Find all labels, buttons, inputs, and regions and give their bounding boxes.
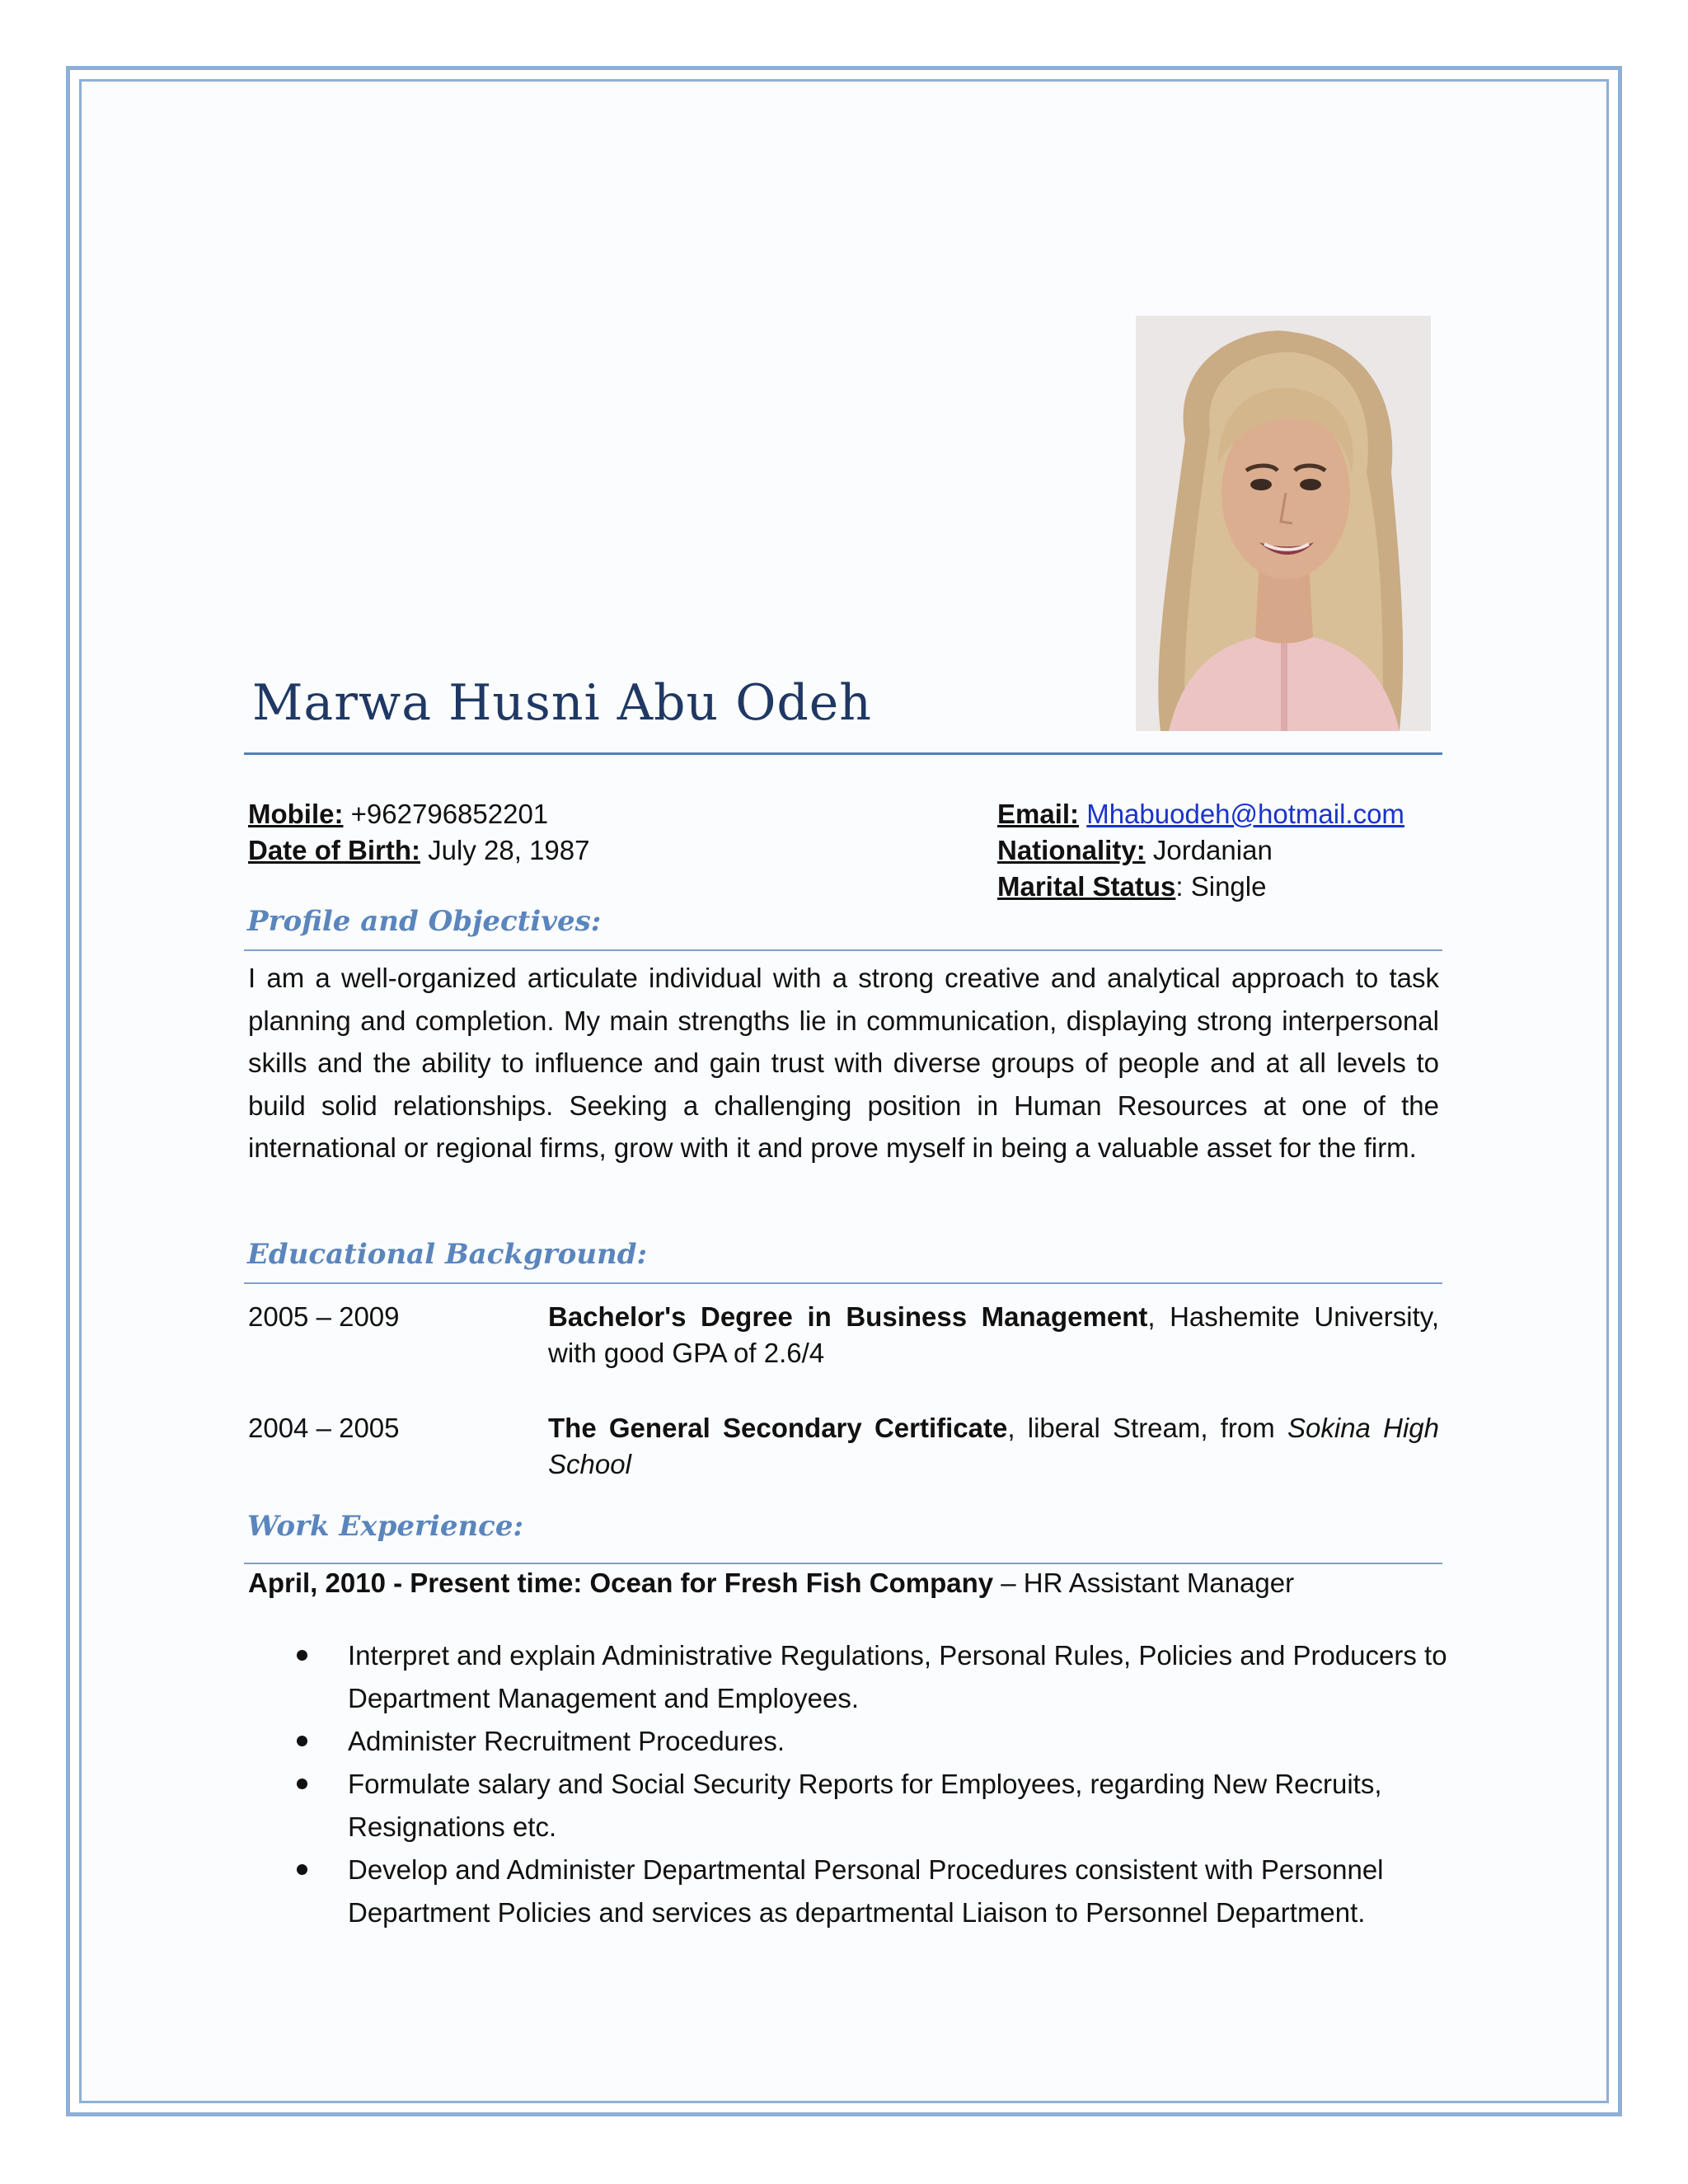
bullet-icon xyxy=(297,1864,307,1875)
dob-line xyxy=(248,832,589,869)
list-item xyxy=(293,1849,1447,1934)
mobile-value: +962796852201 xyxy=(350,799,549,829)
nationality-label: Nationality: xyxy=(997,835,1146,865)
email-link[interactable]: Mhabuodeh@hotmail.com xyxy=(1086,799,1404,829)
candidate-name: Marwa Husni Abu Odeh xyxy=(252,674,872,732)
education-divider xyxy=(244,1282,1442,1284)
duty-text: Formulate salary and Social Security Reports for Employees, regarding New Recruits, Resignations etc. xyxy=(348,1769,1382,1842)
bullet-icon xyxy=(297,1736,307,1746)
email-label: Email: xyxy=(997,799,1080,829)
work-role: – HR Assistant Manager xyxy=(993,1568,1295,1598)
marital-value: : Single xyxy=(1175,871,1267,902)
dob-label: Date of Birth: xyxy=(248,835,420,865)
email-line xyxy=(997,796,1404,832)
mobile-label: Mobile: xyxy=(248,799,344,829)
education-detail: , Hashemite University, with good GPA of 2.6/4 xyxy=(548,1301,1439,1368)
list-item xyxy=(293,1720,1447,1763)
duty-text: Administer Recruitment Procedures. xyxy=(348,1726,785,1756)
portrait-image xyxy=(1136,316,1431,731)
education-degree: Bachelor's Degree in Business Management xyxy=(548,1301,1148,1332)
profile-photo xyxy=(1136,316,1431,731)
profile-heading: Profile and Objectives: xyxy=(247,905,602,938)
education-entry xyxy=(548,1299,1439,1371)
education-entry xyxy=(548,1410,1439,1483)
work-duties-list xyxy=(293,1634,1447,1934)
duty-text: Interpret and explain Administrative Regulations, Personal Rules, Policies and Producers to Department Management and Employees. xyxy=(348,1640,1447,1713)
profile-divider xyxy=(244,949,1442,951)
education-years: 2004 – 2005 xyxy=(248,1413,400,1443)
education-detail: , liberal Stream, from xyxy=(1007,1413,1287,1443)
list-item xyxy=(293,1634,1447,1720)
duty-text: Develop and Administer Departmental Personal Procedures consistent with Personnel Department Policies and services as departmental Liaison to Personnel Department. xyxy=(348,1854,1384,1928)
profile-text: I am a well-organized articulate individual with a strong creative and analytical approach to task planning and completion. My main strengths lie in communication, displaying strong interpersonal skills and the ability to influence and gain trust with diverse groups of people and at all levels to build solid relationships. Seeking a challenging position in Human Resources at one of the international or regional firms, grow with it and prove myself in being a valuable asset for the firm. xyxy=(248,963,1439,1163)
work-period-company: April, 2010 - Present time: Ocean for Fresh Fish Company xyxy=(248,1568,994,1598)
education-heading: Educational Background: xyxy=(247,1238,648,1271)
work-divider xyxy=(244,1563,1442,1564)
work-entry-header xyxy=(248,1565,1294,1601)
education-school: Sokina High School xyxy=(548,1413,1439,1479)
work-heading: Work Experience: xyxy=(247,1510,524,1543)
bullet-icon xyxy=(297,1779,307,1789)
nationality-value: Jordanian xyxy=(1152,835,1273,865)
education-degree: The General Secondary Certificate xyxy=(548,1413,1008,1443)
dob-value: July 28, 1987 xyxy=(428,835,590,865)
marital-label: Marital Status xyxy=(997,871,1176,902)
bullet-icon xyxy=(297,1650,307,1661)
marital-line xyxy=(997,869,1266,905)
mobile-line xyxy=(248,796,548,832)
nationality-line xyxy=(997,832,1273,869)
name-divider xyxy=(244,752,1442,755)
list-item xyxy=(293,1763,1447,1849)
education-years: 2005 – 2009 xyxy=(248,1301,400,1332)
